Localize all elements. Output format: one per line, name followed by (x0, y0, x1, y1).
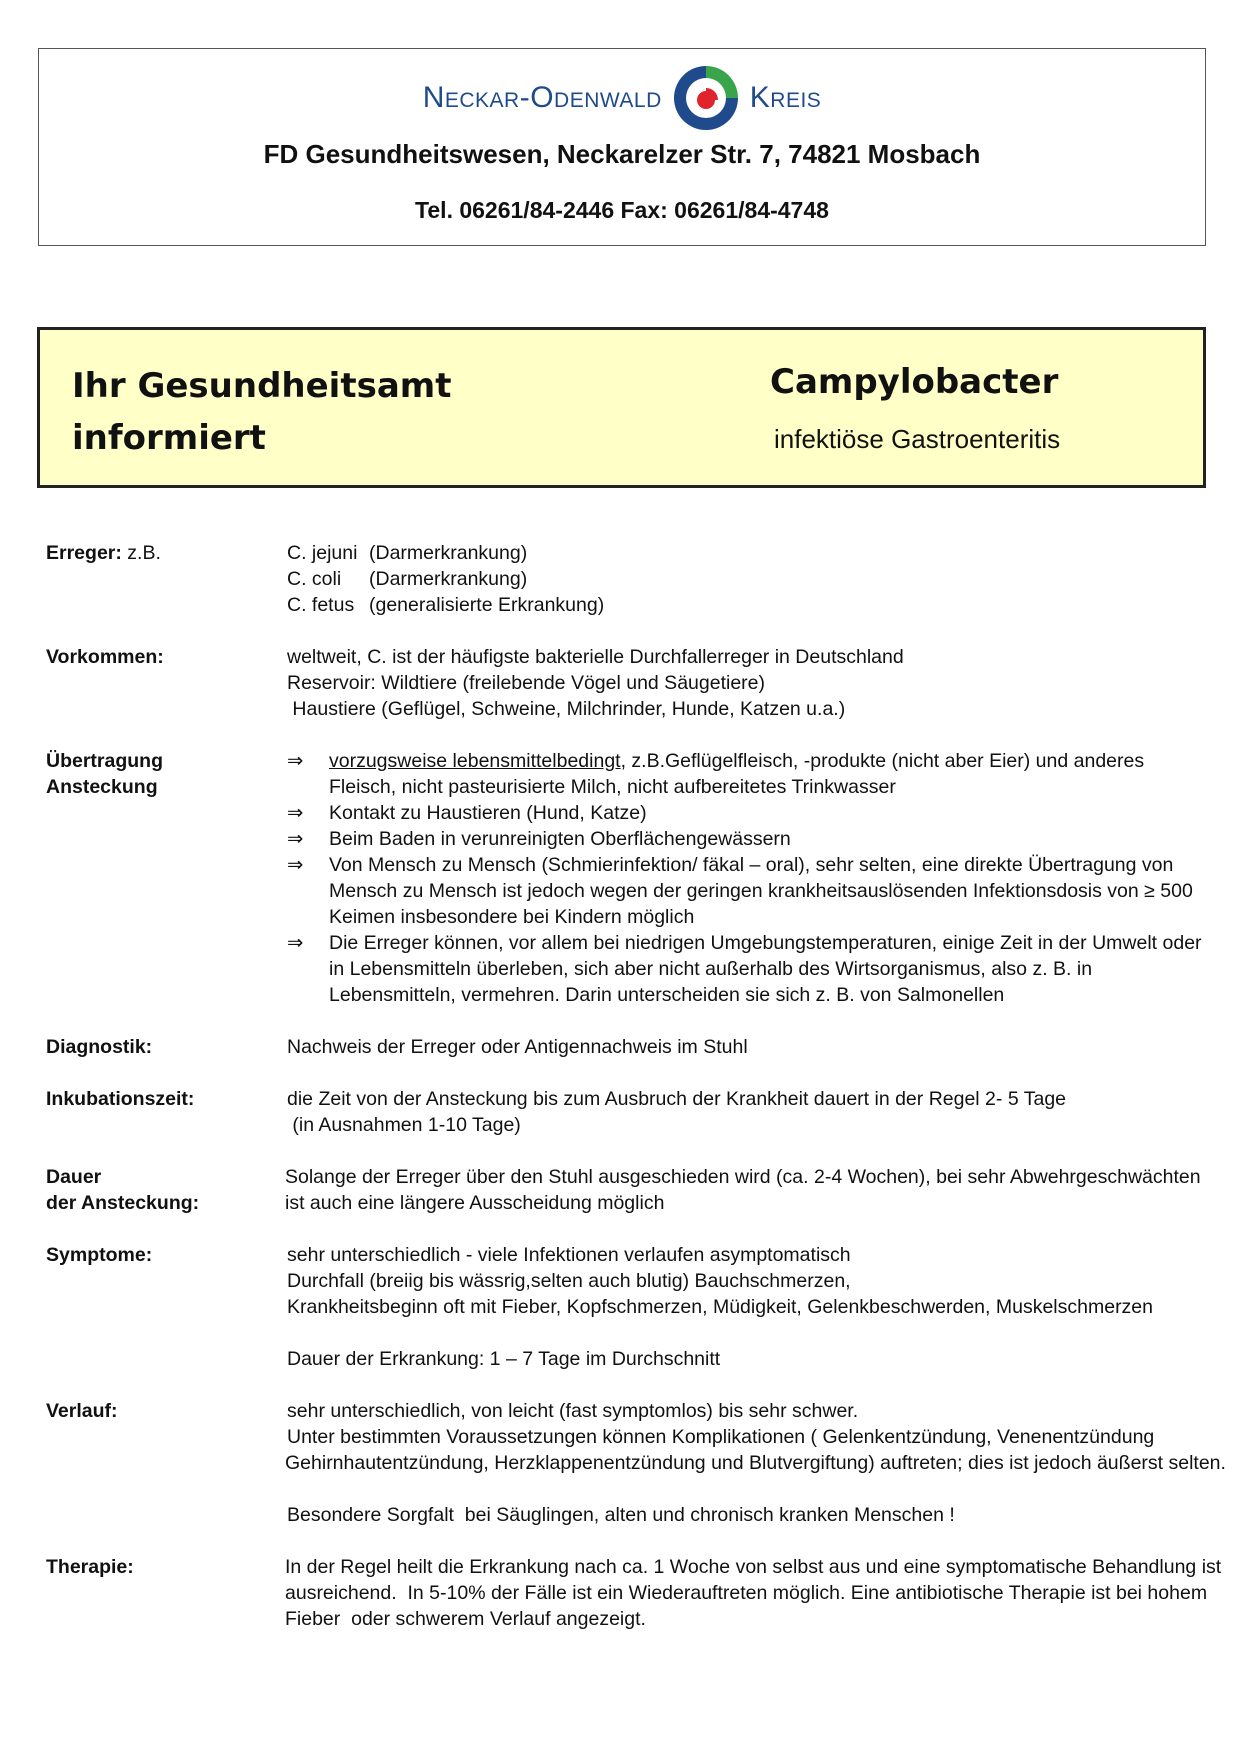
phone-fax: Tel. 06261/84-2446 Fax: 06261/84-4748 (415, 197, 829, 223)
banner-left-line1: Ihr Gesundheitsamt (72, 366, 452, 406)
disease-subtitle: infektiöse Gastroenteritis (774, 424, 1061, 454)
list-item (287, 826, 1206, 852)
pathogen-desc: (Darmerkrankung) (369, 542, 528, 564)
arrow-icon: ⇒ (287, 828, 304, 850)
list-item-text (329, 748, 1206, 800)
label-extra: z.B. (121, 542, 161, 564)
list-item-text: Kontakt zu Haustieren (Hund, Katze) (329, 802, 647, 824)
section-uebertragung (46, 748, 1206, 1008)
text-line: Besondere Sorgfalt bei Säuglingen, alten und chronisch kranken Menschen ! (287, 1504, 955, 1526)
label-line: der Ansteckung: (46, 1192, 200, 1214)
text-line: sehr unterschiedlich, von leicht (fast symptomlos) bis sehr schwer. (287, 1400, 859, 1422)
section-dauer (46, 1164, 1206, 1216)
pathogen-name: C. jejuni (287, 542, 358, 564)
list-item (287, 930, 1206, 1008)
section-vorkommen (46, 644, 1206, 722)
list-item (287, 800, 1206, 826)
text-line: Dauer der Erkrankung: 1 – 7 Tage im Durchschnitt (287, 1348, 721, 1370)
banner-left-line2: informiert (72, 418, 266, 458)
spacer (287, 1476, 1226, 1502)
section-label: Symptome: (46, 1244, 153, 1266)
section-body (287, 1086, 1206, 1138)
label-line: Übertragung (46, 750, 163, 772)
text-line: sehr unterschiedlich - viele Infektionen verlaufen asymptomatisch (287, 1244, 851, 1266)
section-body (285, 1554, 1221, 1632)
pathogen-name: C. coli (287, 568, 342, 590)
erreger-line (287, 540, 1206, 566)
section-label (46, 748, 287, 1008)
section-label: Diagnostik: (46, 1036, 153, 1058)
section-body (285, 1164, 1206, 1216)
underlined-text: vorzugsweise lebensmittelbedingt (329, 750, 621, 772)
text-line: Krankheitsbeginn oft mit Fieber, Kopfschmerzen, Müdigkeit, Gelenkbeschwerden, Muskelschmerzen (287, 1296, 1153, 1318)
section-inkubationszeit (46, 1086, 1206, 1138)
text-line: Haustiere (Geflügel, Schweine, Milchrinder, Hunde, Katzen u.a.) (287, 698, 846, 720)
section-label: Vorkommen: (46, 646, 164, 668)
text-line: die Zeit von der Ansteckung bis zum Ausbruch der Krankheit dauert in der Regel 2- 5 Tage (287, 1088, 1067, 1110)
text-line: ist auch eine längere Ausscheidung möglich (285, 1192, 665, 1214)
header-box (38, 48, 1206, 246)
section-diagnostik (46, 1034, 1206, 1060)
text-line: ausreichend. In 5-10% der Fälle ist ein Wiederauftreten möglich. Eine antibiotische Therapie ist bei hohem (285, 1582, 1208, 1604)
pathogen-desc: (Darmerkrankung) (369, 568, 528, 590)
spacer (287, 1320, 1206, 1346)
section-verlauf (46, 1398, 1226, 1528)
section-label: Inkubationszeit: (46, 1088, 195, 1110)
section-erreger (46, 540, 1206, 618)
text-line: Fieber oder schwerem Verlauf angezeigt. (285, 1608, 646, 1630)
arrow-icon: ⇒ (287, 750, 304, 772)
section-body (287, 1242, 1206, 1372)
pathogen-name: C. fetus (287, 594, 355, 616)
transmission-list (287, 748, 1206, 1008)
section-label: Therapie: (46, 1556, 134, 1578)
section-label: Verlauf: (46, 1400, 118, 1422)
erreger-line (287, 592, 1206, 618)
section-label (46, 540, 287, 618)
list-item (287, 748, 1206, 800)
text-line: Solange der Erreger über den Stuhl ausgeschieden wird (ca. 2-4 Wochen), bei sehr Abwehrgeschwächten (285, 1166, 1201, 1188)
list-item (287, 852, 1206, 930)
arrow-icon: ⇒ (287, 932, 304, 954)
pathogen-desc: (generalisierte Erkrankung) (369, 594, 605, 616)
banner-left (72, 360, 451, 464)
label-line: Dauer (46, 1166, 102, 1188)
list-item-text: Von Mensch zu Mensch (Schmierinfektion/ fäkal – oral), sehr selten, eine direkte Übertragung von Mensch zu Mensch ist jedoch wegen der geringen krankheitsauslösenden Infektionsdosis von ≥ 500 Keimen insbesondere bei Kindern möglich (329, 854, 1193, 928)
logo-text-right: Kreis (749, 81, 822, 114)
content (46, 540, 1226, 1658)
section-therapie (46, 1554, 1222, 1632)
district-logo-icon (668, 60, 744, 136)
erreger-line (287, 566, 1206, 592)
logo (39, 59, 1205, 137)
list-item-rest: , z.B.Geflügelfleisch, -produkte (nicht aber Eier) und anderes Fleisch, nicht pasteurisierte Milch, nicht aufbereitetes Trinkwasser (329, 750, 1145, 798)
text-line: In der Regel heilt die Erkrankung nach ca. 1 Woche von selbst aus und eine symptomatische Behandlung ist (285, 1556, 1222, 1578)
label-text: Erreger: (46, 542, 122, 564)
arrow-icon: ⇒ (287, 854, 304, 876)
text-line: Gehirnhautentzündung, Herzklappenentzündung und Blutvergiftung) auftreten; dies ist jedoch äußerst selten. (285, 1452, 1226, 1474)
disease-title: Campylobacter (770, 362, 1059, 402)
logo-text-left: Neckar-Odenwald (422, 81, 662, 114)
list-item-text: Die Erreger können, vor allem bei niedrigen Umgebungstemperaturen, einige Zeit in der Umwelt oder in Lebensmitteln überleben, sich aber nicht außerhalb des Wirtsorganismus, also z. B. in Lebensmitteln, vermehren. Darin unterscheiden sie sich z. B. von Salmonellen (329, 932, 1202, 1006)
text-line: (in Ausnahmen 1-10 Tage) (287, 1114, 521, 1136)
text-line: Durchfall (breiig bis wässrig,selten auch blutig) Bauchschmerzen, (287, 1270, 851, 1292)
address: FD Gesundheitswesen, Neckarelzer Str. 7, 74821 Mosbach (263, 139, 981, 169)
arrow-icon: ⇒ (287, 802, 304, 824)
section-body (287, 540, 1206, 618)
section-body (287, 748, 1206, 1008)
list-item-text: Beim Baden in verunreinigten Oberflächengewässern (329, 828, 791, 850)
section-symptome (46, 1242, 1206, 1372)
label-line: Ansteckung (46, 776, 158, 798)
title-banner (37, 327, 1206, 488)
section-body (287, 1398, 1226, 1528)
text-line: Unter bestimmten Voraussetzungen können Komplikationen ( Gelenkentzündung, Venenentzündung (287, 1426, 1155, 1448)
section-body: Nachweis der Erreger oder Antigennachweis im Stuhl (287, 1036, 748, 1058)
section-body (287, 644, 1206, 722)
text-line: Reservoir: Wildtiere (freilebende Vögel und Säugetiere) (287, 672, 765, 694)
text-line: weltweit, C. ist der häufigste bakterielle Durchfallerreger in Deutschland (287, 646, 904, 668)
section-label (46, 1164, 287, 1216)
